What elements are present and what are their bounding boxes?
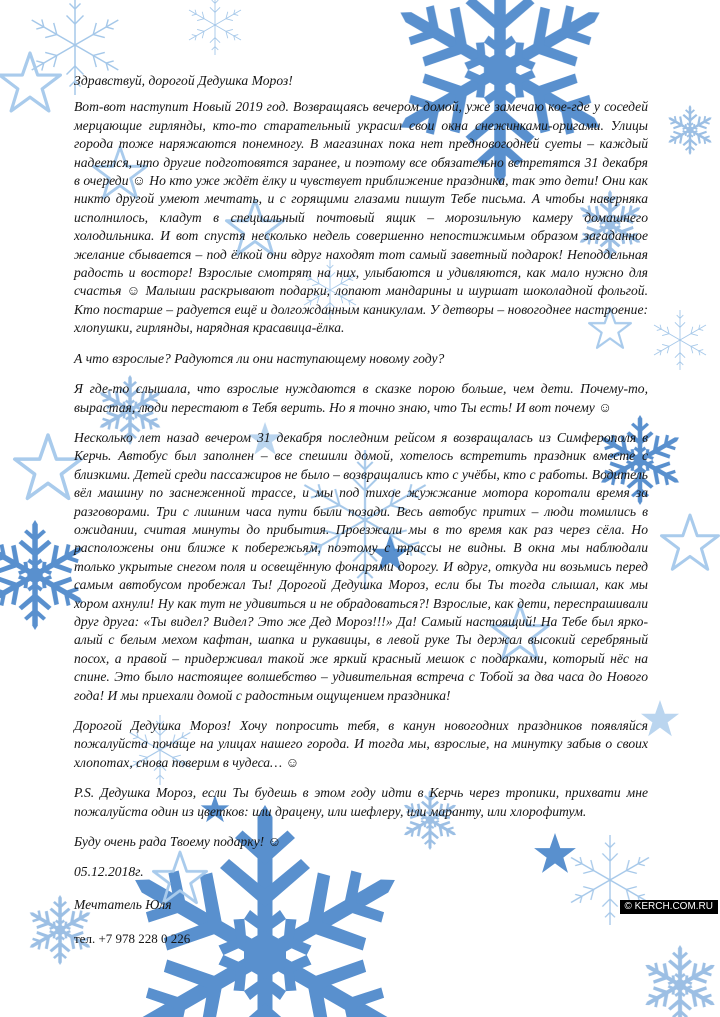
letter-signature: Мечтатель Юля (74, 896, 172, 912)
letter-closing: Буду очень рада Твоему подарку! ☺ (74, 834, 282, 850)
letter-phone: тел. +7 978 228 0 226 (74, 931, 191, 947)
letter-greeting: Здравствуй, дорогой Дедушка Мороз! (74, 73, 293, 88)
letter-paragraph: А что взрослые? Радуются ли они наступающему новому году? (74, 350, 445, 366)
letter-paragraph: Вот-вот наступит Новый 2019 год. Возвращаясь вечером домой, уже замечаю кое-где у соседей мерцающие гирлянды, кто-то старательный украсил свои окна снежинками-оригами. Улицы города тоже наряжаются понемногу. В магазинах пока нет предновогодней суеты – каждый надеется, что другие подготовятся заранее, и поэтому все обязательно встретятся 31 декабря в очереди ☺ Но кто уже ждёт ёлку и чувствует приближение праздника, так это дети! Они как никто другой умеют мечтать, и с горящими глазами пишут Тебе письма. А чтобы наверняка исполнилось, кладут в специальный почтовый ящик – морозильную камеру домашнего холодильника. И вот спустя несколько недель совершенно непостижимым образом загаданное желание сбывается – под ёлкой они вдруг находят тот самый заветный подарок! Неподдельная радость и восторг! Взрослые смотрят на них, улыбаются и удивляются, как мало нужно для счастья ☺ Малыши раскрывают подарки, лопают мандарины и шуршат шоколадной фольгой. Кто постарше – радуется ещё и долгожданным каникулам. У детворы – новогоднее настроение: хлопушки, гирлянды, нарядная красавица-ёлка. (74, 99, 648, 336)
letter-paragraph: Несколько лет назад вечером 31 декабря последним рейсом я возвращалась из Симферополя в Керчь. Автобус был заполнен – все спешили домой, хотелось встретить праздник вместе с близкими. Детей среди пассажиров не было – возвращались кто с учёбы, кто с работы. Водитель вёл машину по заснеженной трассе, и мы под тихое жужжание мотора коротали время за разговорами. Три с лишним часа пути были позади. Весь автобус притих – люди томились в ожидании, считая минуты до прибытия. Проезжали мы в то время как раз через сёла. Но расположены они ближе к побережьям, поэтому с трассы не видны. В окна мы наблюдали только укрытые снегом поля и освещённую фонарями дорогу. И вдруг, откуда ни возьмись перед самым автобусом пробежал Ты! Дорогой Дедушка Мороз, если бы Ты тогда слышал, как мы хором ахнули! Ну как тут не удивиться и не обрадоваться?! Взрослые, как дети, переспрашивали друг друга: «Ты видел? Видел? Это же Дед Мороз!!!» Да! Самый настоящий! На Тебе был ярко-алый с белым мехом кафтан, шапка и рукавицы, в левой руке Ты держал высокий серебряный посох, а правой – придерживал такой же яркий красный мешок с подарками, который нёс на спине. Это было настоящее волшебство – удивительная встреча с Тобой за два часа до Нового года! И мы приехали домой с радостным ощущением праздника! (74, 429, 648, 703)
letter (74, 72, 648, 949)
letter-date: 05.12.2018г. (74, 864, 144, 880)
site-watermark: © KERCH.COM.RU (620, 900, 718, 914)
letter-paragraph: Я где-то слышала, что взрослые нуждаются в сказке порою больше, чем дети. Почему-то, вырастая, люди перестают в Тебя верить. Но я точно знаю, что Ты есть! И вот почему ☺ (74, 381, 648, 415)
letter-postscript: P.S. Дедушка Мороз, если Ты будешь в этом году идти в Керчь через тропики, прихвати мне пожалуйста один из цветков: или драцену, или шефлеру, или маранту, или хлорофитум. (74, 785, 648, 819)
letter-paragraph: Дорогой Дедушка Мороз! Хочу попросить тебя, в канун новогодних праздников появляйся пожалуйста почаще на улицах нашего города. И тогда мы, взрослые, на минутку забыв о своих хлопотах, снова поверим в чудеса… ☺ (74, 718, 648, 770)
